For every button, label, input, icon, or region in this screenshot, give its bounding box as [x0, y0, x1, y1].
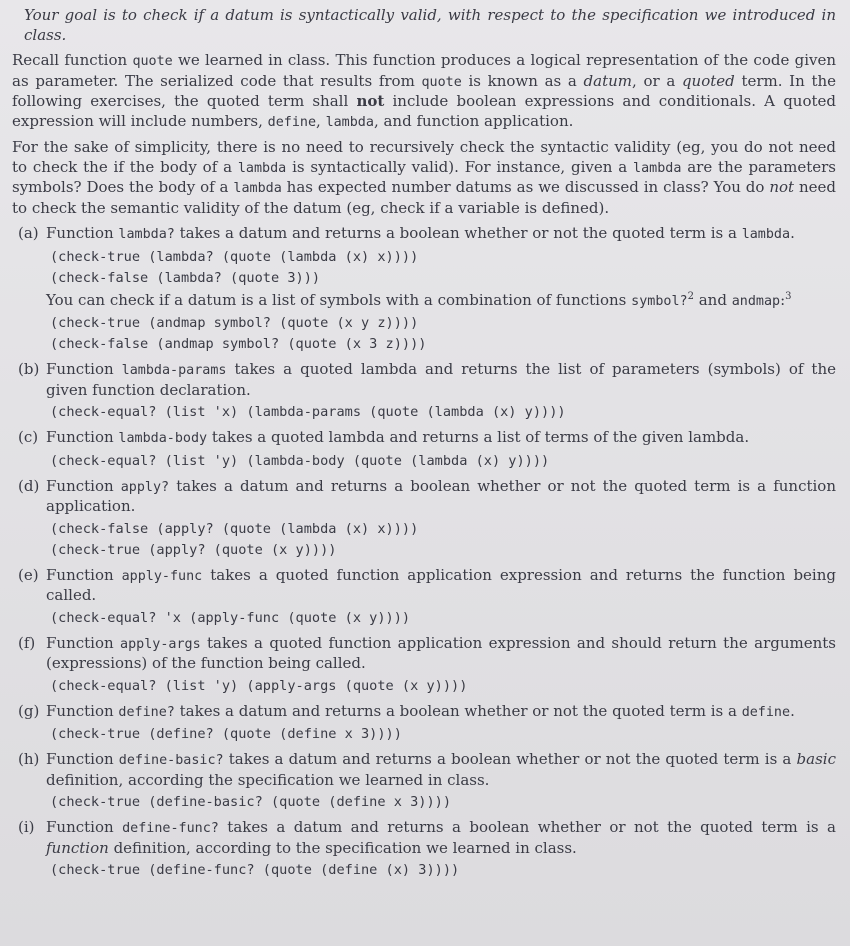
- code-term: quote: [132, 54, 173, 69]
- code-example: (check-equal? (list 'y) (apply-args (quote (x y)))): [50, 677, 468, 694]
- exercise-label: (h): [18, 750, 40, 768]
- exercise-description: Function define? takes a datum and returns a boolean whether or not the quoted term is a define.: [46, 701, 795, 720]
- code-example: (check-equal? (list 'y) (lambda-body (quote (lambda (x) y)))): [50, 452, 550, 469]
- code-term: lambda: [233, 181, 282, 196]
- function-name: apply?: [120, 479, 170, 495]
- function-name: lambda?: [118, 227, 175, 242]
- code-example: (check-true (lambda? (quote (lambda (x) x)))) (check-false (lambda? (quote 3))): [50, 248, 419, 286]
- exercise-description: Function apply-func takes a quoted function application expression and returns the function being called.: [46, 565, 836, 604]
- function-name: lambda-params: [121, 363, 227, 378]
- exercise-description: Function lambda-params takes a quoted lambda and returns the list of parameters (symbols) of the given function declaration.: [46, 360, 836, 399]
- exercise-label: (a): [18, 224, 39, 242]
- exercise-description: Function lambda-body takes a quoted lambda and returns a list of terms of the given lambda.: [46, 428, 750, 446]
- exercise-label: (f): [18, 633, 36, 652]
- exercise-h: [12, 750, 836, 815]
- paragraph-quote-intro: Recall function quote we learned in class. This function produces a logical representation of the code given as parameter. The serialized code that results from quote is known as a datum, or a quoted term. In the following exercises, the quoted term shall not include boolean expressions and conditionals. A quoted expression will include numbers, define, lambda, and function application.: [12, 51, 837, 130]
- exercise-b: [12, 360, 836, 425]
- function-name: define-basic?: [118, 753, 224, 768]
- code-example: (check-true (define-basic? (quote (define x 3)))): [50, 794, 452, 810]
- function-name: apply-func: [121, 568, 203, 584]
- code-term: lambda: [633, 160, 682, 176]
- exercise-a: [12, 224, 836, 357]
- exercise-f: [12, 634, 836, 699]
- code-term: lambda: [237, 160, 287, 176]
- exercise-e: [12, 566, 836, 631]
- exercise-description: Function define-basic? takes a datum and returns a boolean whether or not the quoted term is a basic definition, according the specification we learned in class.: [46, 750, 836, 789]
- function-name: define-func?: [122, 821, 219, 836]
- exercise-label: (g): [18, 701, 40, 720]
- exercise-label: (i): [18, 818, 35, 836]
- exercise-i: [12, 818, 836, 883]
- paragraph-simplicity: For the sake of simplicity, there is no need to recursively check the syntactic validity (eg, you do not need to check the if the body of a lambda is syntactically valid). For instance, given a lambda are the parameters symbols? Does the body of a lambda has expected number datums as we discussed in class? You do not need to check the semantic validity of the datum (eg, check if a variable is defined).: [12, 138, 836, 217]
- function-name: apply-args: [120, 636, 201, 652]
- exercise-description: Function apply-args takes a quoted function application expression and should return the arguments (expressions) of the function being called.: [46, 633, 836, 672]
- code-example: (check-false (apply? (quote (lambda (x) x)))) (check-true (apply? (quote (x y)))): [50, 520, 419, 558]
- code-term: quote: [421, 74, 462, 90]
- exercise-label: (e): [18, 565, 39, 584]
- code-term: lambda: [325, 114, 374, 130]
- exercise-c: [12, 428, 836, 474]
- code-example: (check-true (andmap symbol? (quote (x y z)))) (check-false (andmap symbol? (quote (x 3 z)))): [50, 315, 427, 352]
- exercise-label: (d): [18, 476, 40, 495]
- exercise-label: (b): [18, 360, 40, 378]
- code-example: (check-true (define? (quote (define x 3)))): [50, 726, 402, 742]
- exercise-label: (c): [18, 428, 39, 446]
- exercise-description: Function lambda? takes a datum and returns a boolean whether or not the quoted term is a lambda.: [46, 224, 795, 242]
- code-example: (check-true (define-func? (quote (define (x) 3)))): [50, 862, 460, 878]
- intro-text: Your goal is to check if a datum is syntactically valid, with respect to the specification we introduced in class.: [24, 6, 836, 44]
- function-name: lambda-body: [118, 431, 208, 446]
- exercise-g: [12, 702, 836, 748]
- exercise-description: Function define-func? takes a datum and returns a boolean whether or not the quoted term is a function definition, according to the specification we learned in class.: [46, 818, 836, 857]
- code-example: (check-equal? (list 'x) (lambda-params (quote (lambda (x) y)))): [50, 404, 566, 420]
- function-name: define?: [118, 704, 175, 720]
- exercise-d: [12, 477, 836, 563]
- exercise-note: You can check if a datum is a list of symbols with a combination of functions symbol?$^2$ and andmap:$^3$: [46, 290, 792, 309]
- code-term: define: [267, 114, 317, 130]
- exercise-description: Function apply? takes a datum and returns a boolean whether or not the quoted term is a function application.: [46, 476, 836, 515]
- code-example: (check-equal? 'x (apply-func (quote (x y)))): [50, 609, 411, 626]
